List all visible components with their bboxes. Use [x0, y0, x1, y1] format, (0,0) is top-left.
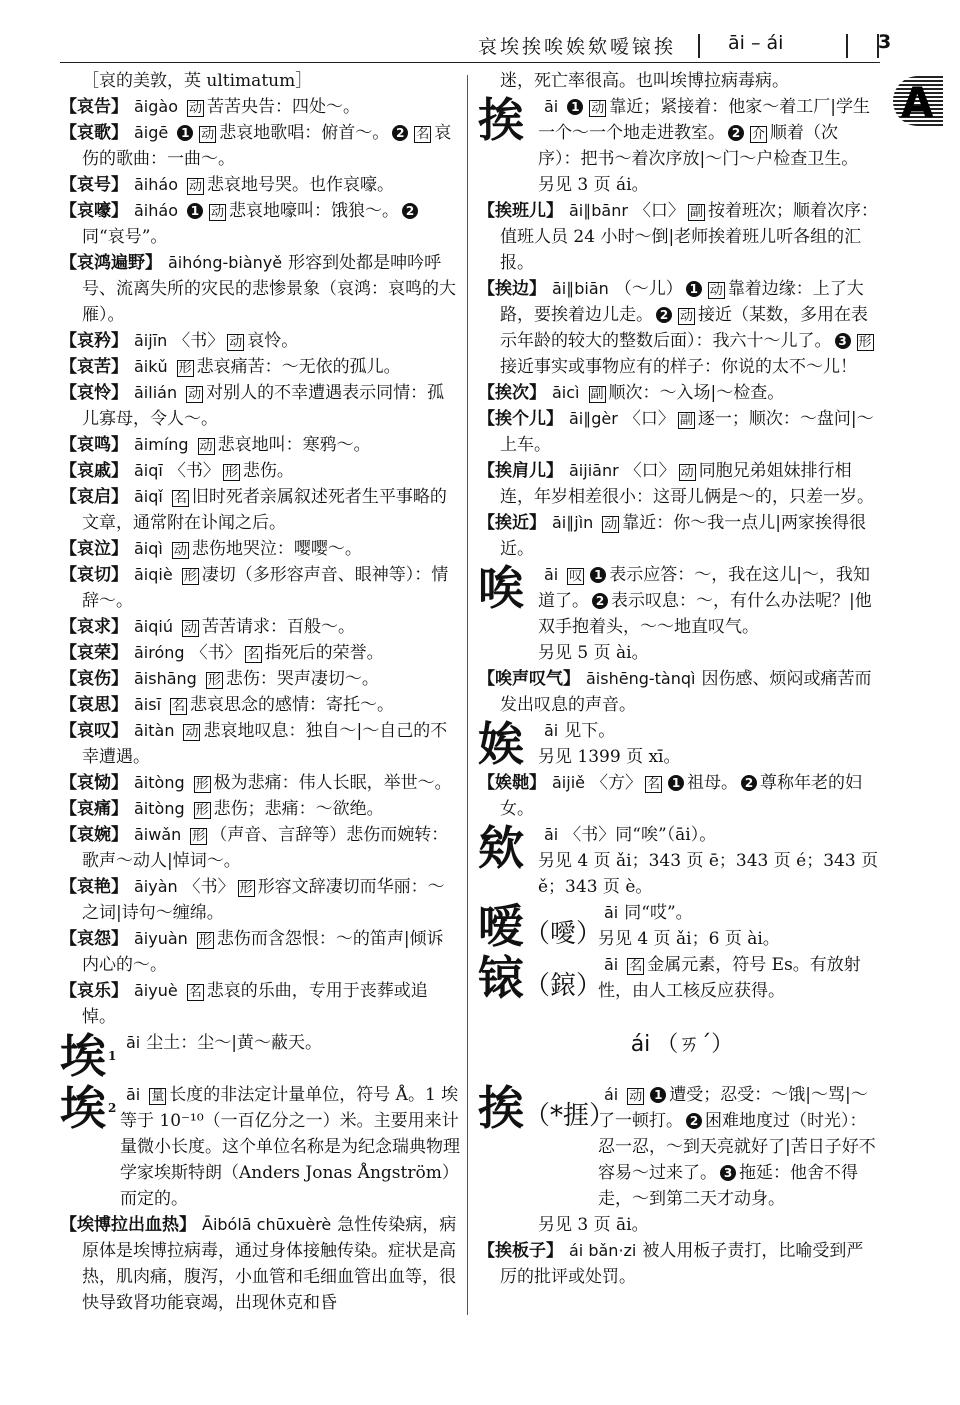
dictionary-entry: 【哀痛】 āitòng 形 悲伤；悲痛：～欲绝。	[60, 799, 384, 819]
dictionary-entry: 【娭毑】 āijiě 〈方〉 名 1 祖母。 2 尊称年老的妇女。	[478, 773, 862, 819]
dictionary-entry: 【埃博拉出血热】 Āibólā chūxuèrè 急性传染病，病原体是埃博拉病毒，通过身体接触传染。症状是高热，肌肉痛，腹泻，小血管和毛细血管出血等，很快导致肾功能衰竭，出现休克和昏	[60, 1215, 457, 1313]
header-separator	[846, 34, 848, 58]
dictionary-entry: 【挨次】 āicì 副 顺次：～入场|～检查。	[478, 383, 785, 403]
left-column	[60, 68, 460, 1316]
cross-reference[interactable]: 另见 4 页 ǎi；6 页 ài。	[598, 929, 780, 949]
dictionary-entry: 【哀婉】 āiwǎn 形 （声音、言辞等）悲伤而婉转：歌声～动人|悼词～。	[60, 825, 449, 871]
head-character: 挨（*捱）	[478, 1081, 616, 1135]
dictionary-entry: 【哀号】 āiháo 动 悲哀地号哭。也作哀嚎。	[60, 175, 394, 195]
column-divider	[467, 75, 468, 1315]
header-pinyin-range: āi – ái	[728, 32, 784, 54]
dictionary-entry: 【挨板子】 ái bǎn·zi 被人用板子责打，比喻受到严厉的批评或处罚。	[478, 1241, 864, 1287]
thumb-index-tab[interactable]	[893, 76, 943, 126]
header-separator	[698, 34, 700, 58]
dictionary-entry: 【哀告】 āigào 动 苦苦央告：四处～。	[60, 97, 361, 117]
dictionary-entry: 【哀乐】 āiyuè 名 悲哀的乐曲，专用于丧葬或追悼。	[60, 981, 428, 1027]
header-separator	[877, 34, 879, 58]
dictionary-entry: 【哀怨】 āiyuàn 形 悲伤而含怨恨：～的笛声|倾诉内心的～。	[60, 929, 444, 975]
right-column	[478, 68, 880, 1290]
dictionary-entry: 【挨边】 āi∥biān （～儿） 1 动 靠着边缘：上了大路，要挨着边儿走。 2 动 接近（某数，多用在表示年龄的较大的整数后面）：我六十～儿了。 3 形接近事实或事物应有的样子：你说的太不～儿！	[478, 279, 872, 377]
dictionary-entry: 【哀恸】 āitòng 形 极为悲痛：伟人长眠，举世～。	[60, 773, 452, 793]
dictionary-entry: 【哀思】 āisī 名 悲哀思念的感情：寄托～。	[60, 695, 395, 715]
head-character: 锿（鎄）	[478, 951, 603, 1005]
thumb-letter: A	[901, 78, 934, 127]
dictionary-entry: 【哀启】 āiqǐ 名 旧时死者亲属叙述死者生平事略的文章，通常附在讣闻之后。	[60, 487, 447, 533]
running-header	[60, 26, 892, 63]
head-character: 埃 $^1$	[60, 1029, 117, 1083]
cross-reference[interactable]: 另见 5 页 ài。	[538, 643, 649, 663]
head-character-entry: 娭 āi 见下。 另见 1399 页 xī。	[478, 717, 681, 771]
continuation-text: ［哀的美敦，英 ultimatum］	[82, 71, 313, 91]
head-character-entry: 埃 $^1$ āi 尘土：尘～|黄～蔽天。	[60, 1029, 322, 1083]
head-character-entry: 嗳（噯） āi 同“哎”。 另见 4 页 ǎi；6 页 ài。	[478, 900, 880, 952]
dictionary-entry: 【哀叹】 āitàn 动 悲哀地叹息：独自～|～自己的不幸遭遇。	[60, 721, 448, 767]
dictionary-entry: 【挨班儿】 āi∥bānr 〈口〉 副 按着班次；顺着次序：值班人员 24 小时～倒|老师挨着班儿听各组的汇报。	[478, 201, 878, 273]
header-headwords: 哀埃挨唉娭欸嗳锿挨	[478, 36, 677, 58]
head-character-entry: 挨 āi 1 动 靠近；紧接着：他家～着工厂|学生一个～一个地走进教室。 2 介 顺着（次序）：把书～着次序放|～门～户检查卫生。	[478, 93, 870, 169]
dictionary-entry: 【哀戚】 āiqī 〈书〉 形 悲伤。	[60, 461, 294, 481]
head-character-entry: 挨（*捱） ái 动 1 遭受；忍受：～饿|～骂|～了一顿打。 2 困难地度过（时光）：忍一忍，～到天亮就好了|苦日子好不容易～过来了。 3 拖延：他舍不得走，～到第二天才动身。	[478, 1081, 876, 1209]
dictionary-entry: 【哀嚎】 āiháo 1 动 悲哀地嚎叫：饿狼～。 2同“哀号”。	[60, 198, 460, 250]
dictionary-entry: 【挨近】 āi∥jìn 动 靠近：你～我一点儿|两家挨得很近。	[478, 513, 867, 559]
dictionary-entry: 【挨肩儿】 āijiānr 〈口〉 动 同胞兄弟姐妹排行相连，年岁相差很小：这哥儿俩是～的，只差一岁。	[478, 461, 874, 507]
head-character: 挨	[478, 93, 524, 147]
head-character: 欸	[478, 821, 524, 875]
dictionary-entry: 【哀矜】 āijīn 〈书〉 动 哀怜。	[60, 331, 299, 351]
dictionary-entry: 【哀怜】 āilián 动 对别人的不幸遭遇表示同情：孤儿寡母，令人～。	[60, 383, 445, 429]
syllable-section-heading: ái （ㄞˊ）	[630, 1032, 734, 1057]
head-character: 娭	[478, 717, 524, 771]
dictionary-entry: 【哀泣】 āiqì 动 悲伤地哭泣：嘤嘤～。	[60, 539, 362, 559]
head-character-entry: 唉 āi 叹 1 表示应答：～，我在这儿|～，我知道了。 2 表示叹息：～，有什么办法呢？|他双手抱着头，～～地直叹气。	[478, 561, 872, 637]
head-character-entry: 埃 $^2$ āi 量 长度的非法定计量单位，符号 Å。1 埃等于 10⁻¹⁰（一百亿分之一）米。主要用来计量微小长度。这个单位名称是为纪念瑞典物理学家埃斯特朗（Anders Jonas Ångström）而定的。	[60, 1081, 460, 1209]
dictionary-entry: 【唉声叹气】 āishēng-tànqì 因伤感、烦闷或痛苦而发出叹息的声音。	[478, 669, 872, 715]
dictionary-entry: 【哀艳】 āiyàn 〈书〉 形 形容文辞凄切而华丽：～之词|诗句～缠绵。	[60, 877, 445, 923]
dictionary-entry: 【哀鸣】 āimíng 动 悲哀地叫：寒鸦～。	[60, 435, 371, 455]
cross-reference[interactable]: 另见 1399 页 xī。	[538, 747, 681, 767]
dictionary-entry: 【哀求】 āiqiú 动 苦苦请求：百般～。	[60, 617, 356, 637]
head-character-entry: 锿（鎄） āi 名 金属元素，符号 Es。有放射性，由人工核反应获得。	[478, 952, 880, 1004]
head-character: 嗳（噯）	[478, 899, 603, 953]
page-number: 3	[878, 31, 892, 53]
dictionary-entry: 【挨个儿】 āi∥gèr 〈口〉 副 逐一；顺次：～盘问|～上车。	[478, 409, 874, 455]
continuation-text: 迷，死亡率很高。也叫埃博拉病毒病。	[500, 71, 789, 91]
dictionary-entry: 【哀荣】 āiróng 〈书〉 名 指死后的荣誉。	[60, 643, 384, 663]
cross-reference[interactable]: 另见 3 页 ái。	[538, 175, 649, 195]
head-character: 埃 $^2$	[60, 1081, 117, 1135]
head-character: 唉	[478, 561, 524, 615]
dictionary-entry: 【哀鸿遍野】 āihóng-biànyě 形容到处都是呻吟呼号、流离失所的灾民的悲惨景象（哀鸿：哀鸣的大雁）。	[60, 253, 456, 325]
cross-reference[interactable]: 另见 4 页 ǎi；343 页 ē；343 页 é；343 页 ě；343 页 è。	[538, 851, 879, 897]
dictionary-entry: 【哀伤】 āishāng 形 悲伤：哭声凄切～。	[60, 669, 379, 689]
head-character-entry: 欸 āi 〈书〉同“唉”（āi）。 另见 4 页 ǎi；343 页 ē；343 页 é；343 页 ě；343 页 è。	[478, 821, 879, 897]
dictionary-entry: 【哀切】 āiqiè 形 凄切（多形容声音、眼神等）：情辞～。	[60, 565, 449, 611]
dictionary-entry: 【哀苦】 āikǔ 形 悲哀痛苦：～无依的孤儿。	[60, 357, 401, 377]
cross-reference[interactable]: 另见 3 页 āi。	[538, 1215, 649, 1235]
dictionary-entry: 【哀歌】 āigē 1 动 悲哀地歌唱：俯首～。 2 名 哀伤的歌曲：一曲～。	[60, 123, 452, 169]
